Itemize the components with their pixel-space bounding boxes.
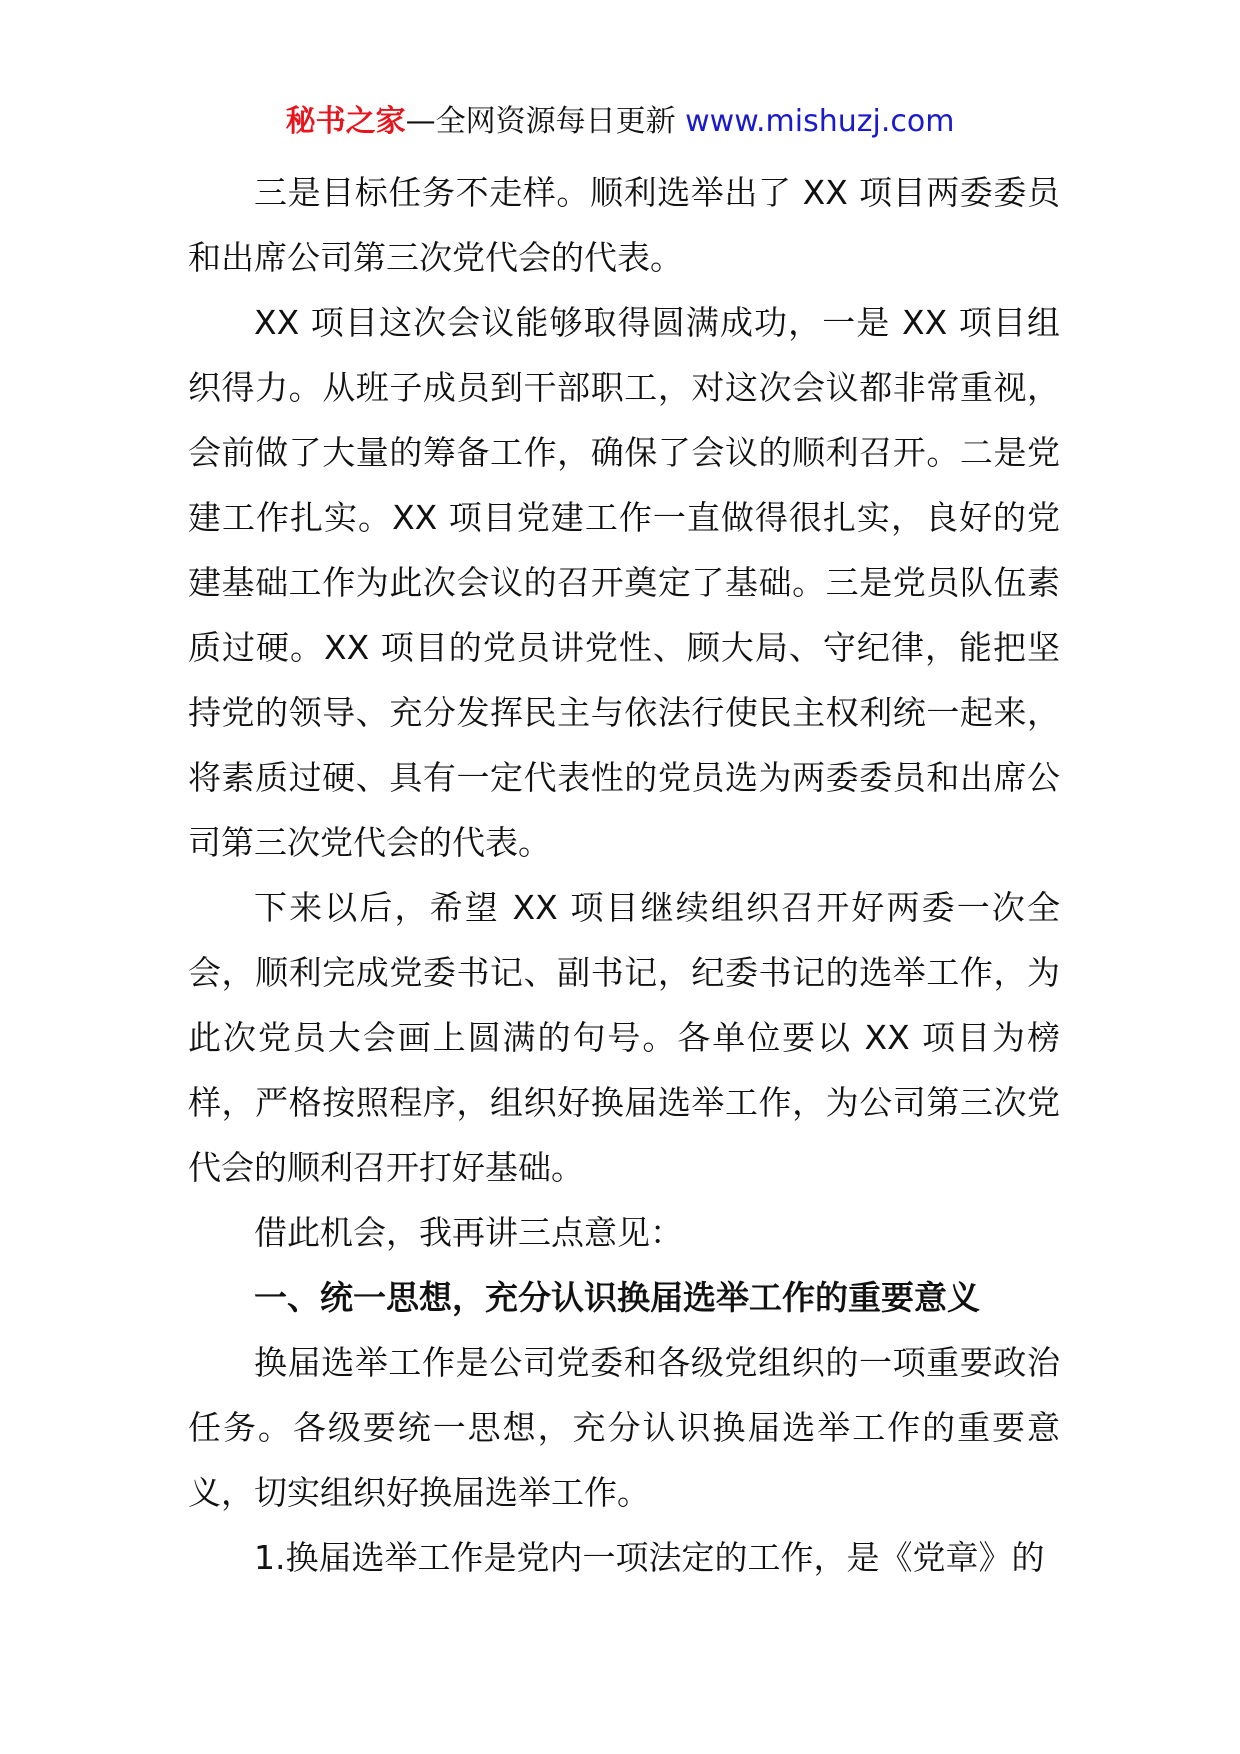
paragraph-election-importance: 换届选举工作是公司党委和各级党组织的一项重要政治任务。各级要统一思想，充分认识换届选举工作的重要意义，切实组织好换届选举工作。 <box>188 1343 1060 1512</box>
site-url-link[interactable]: www.mishuzj.com <box>685 104 955 139</box>
paragraph-next-steps: 下来以后，希望 XX 项目继续组织召开好两委一次全会，顺利完成党委书记、副书记，纪委书记的选举工作，为此次党员大会画上圆满的句号。各单位要以 XX 项目为榜样，严格按照程序，组织好换届选举工作，为公司第三次党代会的顺利召开打好基础。 <box>188 888 1060 1187</box>
site-tagline: —全网资源每日更新 <box>405 104 686 139</box>
section-heading-1: 一、统一思想，充分认识换届选举工作的重要意义 <box>254 1278 980 1317</box>
paragraph-meeting-success: XX 项目这次会议能够取得圆满成功，一是 XX 项目组织得力。从班子成员到干部职工，对这次会议都非常重视，会前做了大量的筹备工作，确保了会议的顺利召开。二是党建工作扎实。XX 项目党建工作一直做得很扎实，良好的党建基础工作为此次会议的召开奠定了基础。三是党员队伍素质过硬。XX 项目的党员讲党性、顾大局、守纪律，能把坚持党的领导、充分发挥民主与依法行使民主权利统一起来，将素质过硬、具有一定代表性的党员选为两委委员和出席公司第三次党代会的代表。 <box>188 303 1060 862</box>
site-header <box>0 98 1240 146</box>
paragraph-point-1: 1.换届选举工作是党内一项法定的工作，是《党章》的 <box>254 1538 1045 1577</box>
site-brand: 秘书之家 <box>285 104 406 139</box>
paragraph-three-opinions: 借此机会，我再讲三点意见： <box>254 1213 683 1252</box>
paragraph-target-tasks: 三是目标任务不走样。顺利选举出了 XX 项目两委委员和出席公司第三次党代会的代表。 <box>188 173 1060 277</box>
document-body <box>188 160 1060 1590</box>
